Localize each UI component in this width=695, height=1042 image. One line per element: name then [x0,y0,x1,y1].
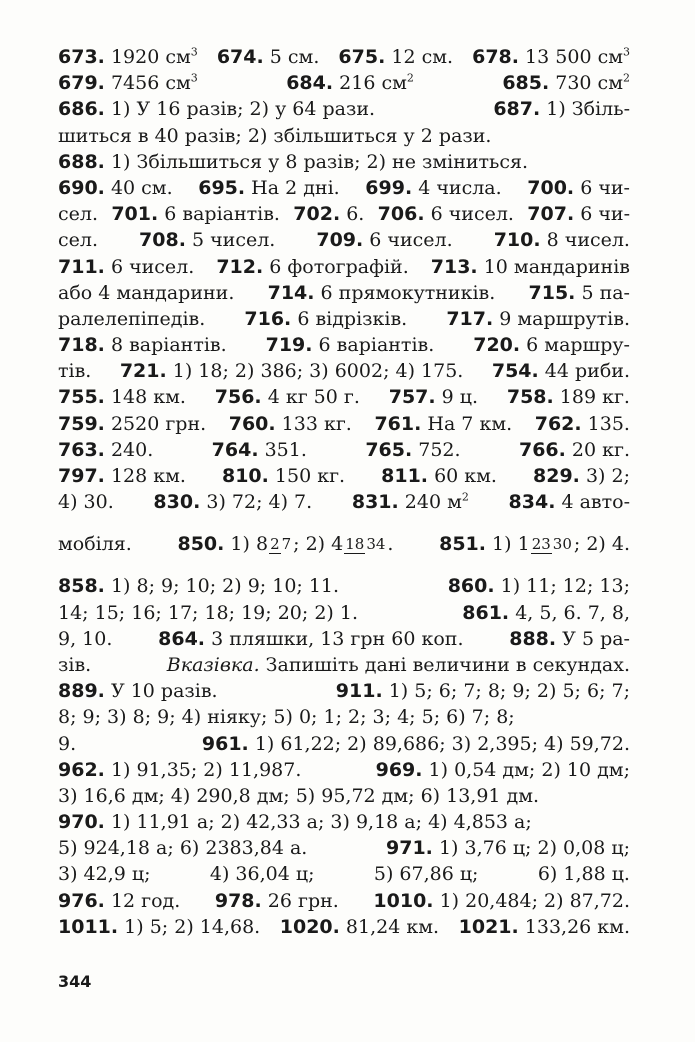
fraction-numerator: 2 [270,535,280,554]
answer-number: 678. [472,46,519,68]
answer-value: 6 варіантів. [164,203,280,226]
answer-number: 850. [177,533,225,556]
answer-value: 6. [346,203,365,226]
answer-value: 14; 15; 16; 17; 18; 19; 20; 2) 1. [58,601,358,624]
answer-value: або 4 мандарини. [58,281,235,304]
answer-number: 690. [58,176,105,199]
answer-value: На 2 дні. [251,176,340,199]
answer-value: 7456 см [110,72,191,95]
answer-number: 760. [228,412,276,435]
answer-number: 764. [211,438,259,461]
answer-value: 4) 30. [58,491,114,514]
answer-value: 6 фотографій. [269,255,409,278]
answer-value: 8; 9; 3) 8; 9; 4) ніяку; 5) 0; 1; 2; 3; 4; 5; 6) 7; 8; [58,706,515,729]
answer-number: 713. [430,255,478,278]
answer-line [58,626,630,652]
exponent: 2 [406,71,414,85]
exponent: 3 [190,45,198,59]
answer-value: 6 чисел. [430,203,514,226]
answer-value: 1920 см [110,46,191,68]
fraction-denominator: 34 [366,535,386,554]
answer-value: 1) 1 [492,533,530,556]
answer-number: 797. [58,465,105,487]
answer-number: 685. [502,72,550,95]
answer-value: ; 2) 4. [573,533,630,556]
answer-value: 1) Збільшиться у 8 разів; 2) не зміниться. [110,150,529,173]
answer-line [58,678,630,704]
answer-number: 829. [533,465,580,487]
answer-line [58,757,630,783]
answer-line: мобіля. 850. 1) 8 2 7 ; 2) 4 18 34 . 851. 1) 1 23 30 ; 2) 4. [58,515,630,573]
answer-number: 1021. [458,915,519,938]
answer-value: 133,26 км. [524,915,630,938]
answer-line [58,489,630,515]
exponent: 2 [461,490,469,504]
answer-line [58,358,630,384]
answer-number: 1020. [279,915,340,938]
answer-value: 6) 1,88 ц. [537,863,630,886]
answer-line [58,175,630,201]
answer-value: 240. [110,438,154,461]
fraction-denominator: 30 [552,535,572,554]
answer-line [58,227,630,253]
answer-number: 756. [214,386,262,409]
answer-line [58,70,630,96]
answers-text [58,44,630,940]
answer-number: 834. [508,491,556,514]
answer-number: 861. [462,601,510,624]
answer-line [58,437,630,463]
answer-line [58,149,630,175]
answer-line [58,384,630,410]
answer-line [58,254,630,280]
answer-value: 3) 16,6 дм; 4) 290,8 дм; 5) 95,72 дм; 6) 13,91 дм. [58,784,540,807]
answer-value: 6 маршру- [526,334,630,357]
answer-value: 1) 18; 2) 386; 3) 6002; 4) 175. [172,360,464,383]
answer-value: На 7 км. [427,412,513,435]
answer-value: 128 км. [110,465,186,487]
answer-value: 135. [587,412,630,435]
answer-value: 4, 5, 6. 7, 8, [515,601,630,624]
fraction-numerator: 18 [345,535,365,554]
answer-number: 702. [293,203,341,226]
answer-number: 686. [58,98,105,121]
answer-line [58,123,630,149]
answer-line [58,835,630,861]
answer-line [58,201,630,227]
answer-value: 3) 42,9 ц; [58,863,151,886]
fraction [269,536,292,554]
answer-value: 13 500 см [525,46,623,68]
answer-number: 911. [335,680,383,703]
answer-number: 1011. [58,915,119,938]
answer-number: 978. [214,889,262,912]
answer-line [58,44,630,70]
answer-number: 763. [58,438,105,461]
answer-number: 858. [58,575,105,598]
answer-number: 961. [201,732,249,755]
answer-number: 701. [111,203,159,226]
answer-number: 718. [58,334,105,357]
answer-value: 8 варіантів. [110,334,227,357]
answer-value: сел. [58,229,98,252]
answer-value: 1) У 16 разів; 2) у 64 рази. [110,98,376,121]
answer-number: 1010. [373,889,434,912]
answer-value: 1) Збіль- [546,98,630,121]
hint-text: Запишіть дані величини в секундах. [265,653,630,676]
answer-number: 716. [244,307,292,330]
answer-value: 1) 11; 12; 13; [500,575,630,598]
answer-value: шиться в 40 разів; 2) збільшиться у 2 рази. [58,124,492,147]
exponent: 3 [190,71,198,85]
answer-value: 12 см. [391,46,454,68]
answer-value: 189 кг. [559,386,630,409]
answer-number: 708. [139,229,186,252]
answer-number: 811. [381,465,429,487]
answer-value: 6 чи- [580,203,630,226]
answer-number: 721. [119,360,167,383]
answer-value: 133 кг. [281,412,352,435]
answer-value: 6 прямокутників. [320,281,496,304]
answer-number: 971. [386,837,433,860]
answer-number: 962. [58,758,105,781]
answer-line [58,411,630,437]
answer-value: 12 год. [110,889,181,912]
answer-number: 684. [286,72,334,95]
answer-number: 695. [198,176,246,199]
answer-number: 970. [58,811,105,834]
answer-value: сел. [58,203,98,226]
answer-value: 5 см. [269,46,320,68]
answer-value: 60 км. [434,465,497,487]
answer-number: 758. [506,386,554,409]
answer-number: 831. [351,491,399,514]
answer-value: 5) 67,86 ц; [373,863,479,886]
answer-number: 976. [58,889,105,912]
answer-number: 757. [388,386,436,409]
answer-number: 700. [527,176,575,199]
answer-value: 40 см. [110,176,173,199]
answer-value: 1) 11,91 а; 2) 42,33 а; 3) 9,18 а; 4) 4,853 а; [110,811,532,834]
answer-number: 706. [377,203,425,226]
answer-number: 720. [473,334,521,357]
answer-value: 26 грн. [267,889,339,912]
answer-line [58,280,630,306]
answer-value: 5 чисел. [191,229,276,252]
answer-value: ; 2) 4 [293,533,344,556]
answer-value: У 10 разів. [110,680,218,703]
answer-value: 1) 5; 2) 14,68. [124,915,261,938]
answer-number: 754. [491,360,539,383]
answer-line [58,809,630,835]
answer-value: тів. [58,360,92,383]
answer-value: 148 км. [110,386,186,409]
answer-value: 1) 0,54 дм; 2) 10 дм; [428,758,630,781]
answer-line [58,783,630,809]
answer-line [58,731,630,757]
answer-value: 1) 8; 9; 10; 2) 9; 10; 11. [110,575,340,598]
answer-value: 1) 20,484; 2) 87,72. [439,889,630,912]
answer-number: 761. [374,412,422,435]
answer-line [58,96,630,122]
answer-line [58,704,630,730]
answer-number: 969. [375,758,423,781]
answer-value: 6 чи- [580,176,630,199]
answer-value: 4 кг 50 г. [267,386,360,409]
answer-number: 679. [58,72,105,95]
answer-number: 687. [493,98,541,121]
answer-number: 709. [316,229,364,252]
answer-number: 762. [534,412,582,435]
exponent: 3 [623,45,630,59]
answer-number: 699. [365,176,413,199]
answer-line [58,600,630,626]
answer-value: 6 чисел. [110,255,195,278]
answer-number: 674. [216,46,264,68]
answer-value: 3) 2; [585,465,630,487]
exponent: 2 [622,71,630,85]
answer-line [58,573,630,599]
answer-number: 688. [58,150,105,173]
answer-number: 717. [446,307,494,330]
answer-value: 1) 61,22; 2) 89,686; 3) 2,395; 4) 59,72. [254,732,630,755]
answer-number: 860. [447,575,495,598]
answer-number: 715. [528,281,576,304]
answer-value: 1) 91,35; 2) 11,987. [110,758,302,781]
answer-value: 216 см [339,72,407,95]
answer-number: 711. [58,255,105,278]
answer-line [58,463,630,489]
answer-value: 4 авто- [561,491,630,514]
answer-line [58,888,630,914]
answer-line [58,306,630,332]
answer-value: 2520 грн. [110,412,207,435]
answer-line [58,861,630,887]
answer-number: 765. [365,438,413,461]
fraction-numerator: 23 [531,535,551,554]
answer-value: 1) 8 [230,533,269,556]
answer-value: 5 па- [581,281,630,304]
answer-number: 675. [338,46,386,68]
answer-number: 712. [216,255,264,278]
answer-value: 1) 5; 6; 7; 8; 9; 2) 5; 6; 7; [388,680,630,703]
answer-value: мобіля. [58,533,132,556]
answer-value: 6 відрізків. [297,307,408,330]
answer-number: 755. [58,386,105,409]
answer-value: 9 маршрутів. [499,307,630,330]
answer-number: 759. [58,412,105,435]
hint-label: Вказівка. [166,653,260,676]
answer-value: 81,24 км. [345,915,440,938]
answer-number: 888. [509,627,557,650]
answer-value: ралелепіпедів. [58,307,206,330]
fraction [531,536,573,554]
answer-line [58,332,630,358]
answer-value: У 5 ра- [562,627,630,650]
answer-value: 9. [58,732,77,755]
answer-value: 20 кг. [571,438,630,461]
answer-number: 810. [221,465,269,487]
answer-number: 714. [267,281,315,304]
answer-number: 707. [527,203,575,226]
answer-number: 864. [158,627,206,650]
answer-value: 9, 10. [58,627,113,650]
answer-value: 1) 3,76 ц; 2) 0,08 ц; [438,837,630,860]
answer-value: 3 пляшки, 13 грн 60 коп. [211,627,464,650]
fraction-denominator: 7 [281,535,292,554]
answer-line [58,914,630,940]
answer-value: 9 ц. [441,386,479,409]
answer-value: 752. [418,438,461,461]
answer-number: 710. [493,229,541,252]
answer-value: 4 числа. [418,176,502,199]
page-number: 344 [58,972,92,991]
answer-line [58,652,630,678]
answer-value: 10 мандаринів [483,255,630,278]
answer-value: зів. [58,653,92,676]
answer-value: 351. [264,438,307,461]
answer-value: 4) 36,04 ц; [209,863,315,886]
answer-number: 830. [153,491,201,514]
answer-number: 766. [518,438,566,461]
fraction [344,536,386,554]
answer-value: 3) 72; 4) 7. [206,491,313,514]
answer-value: 44 риби. [544,360,630,383]
answer-value: 240 м [404,491,462,514]
answer-value: 150 кг. [274,465,346,487]
answer-value: 5) 924,18 а; 6) 2383,84 а. [58,837,308,860]
answer-number: 719. [265,334,313,357]
answer-value: 8 чисел. [546,229,630,252]
answer-number: 851. [439,533,486,556]
answer-number: 673. [58,46,105,68]
answer-number: 889. [58,680,105,703]
answer-value: 6 чисел. [369,229,453,252]
answer-value: 6 варіантів. [318,334,435,357]
answer-value: 730 см [555,72,623,95]
